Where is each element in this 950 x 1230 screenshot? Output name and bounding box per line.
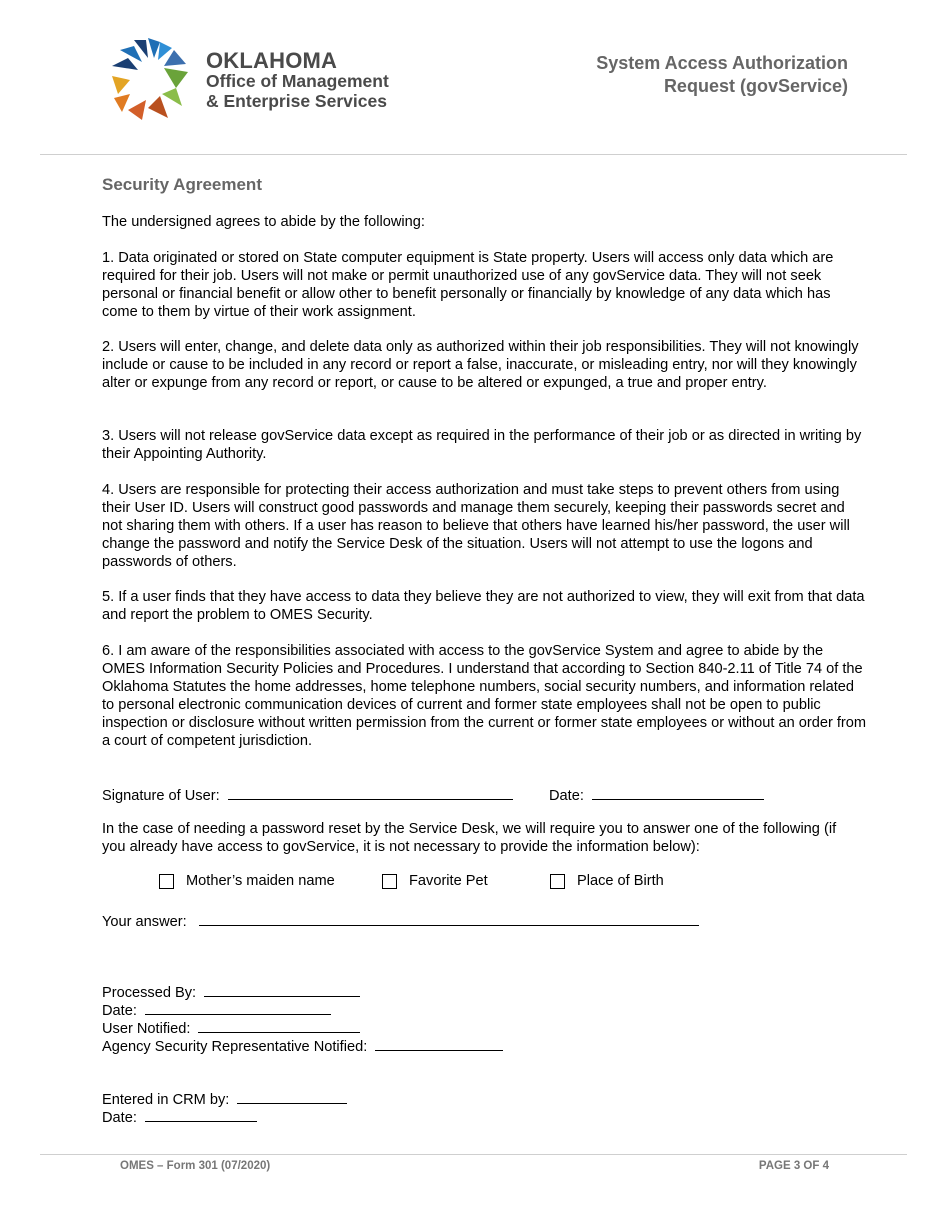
agency-rep-line[interactable] [375, 1036, 503, 1051]
option-label: Place of Birth [577, 873, 664, 889]
checkbox-icon[interactable] [382, 874, 397, 889]
option-mothers-maiden-name[interactable] [159, 873, 335, 889]
answer-row [102, 911, 699, 932]
signature-line[interactable] [228, 785, 513, 800]
signature-date-row [549, 785, 764, 806]
footer-divider [40, 1154, 907, 1155]
agency-rep-label: Agency Security Representative Notified: [102, 1039, 368, 1055]
processed-date-label: Date: [102, 1003, 137, 1019]
agreement-item-6: 6. I am aware of the responsibilities associated with access to the govService System and agree to abide by the OMES Information Security Policies and Procedures. I understand that according to Section 840-2.11 of Title 74 of the Oklahoma Statutes the home addresses, home telephone numbers, social security numbers, and information related to personal electronic communication devices of current and former state employees shall not be open to public inspection or disclosure without written permission from the current or former state employees or without an order from a court of competent jurisdiction. [102, 643, 867, 749]
option-label: Favorite Pet [409, 873, 488, 889]
option-place-of-birth[interactable] [550, 873, 664, 889]
section-heading: Security Agreement [102, 175, 262, 194]
checkbox-icon[interactable] [550, 874, 565, 889]
org-line-3: & Enterprise Services [206, 91, 387, 111]
page-number: PAGE 3 OF 4 [758, 1160, 829, 1172]
agreement-item-5: 5. If a user finds that they have access to data they believe they are not authorized to view, they will exit from that data and report the problem to OMES Security. [102, 589, 865, 623]
user-notified-label: User Notified: [102, 1021, 191, 1037]
agreement-item-1: 1. Data originated or stored on State computer equipment is State property. Users will access only data which are required for their job. Users will not make or permit unauthorized use of any govService data. They will not seek personal or financial benefit or allow other to benefit personally or financially by knowledge of any data which has come to them by virtue of their work assignment. [102, 250, 834, 320]
option-label: Mother’s maiden name [186, 873, 335, 889]
crm-entered-label: Entered in CRM by: [102, 1092, 230, 1108]
option-favorite-pet[interactable] [382, 873, 488, 889]
agency-rep-row [102, 1036, 503, 1057]
checkbox-icon[interactable] [159, 874, 174, 889]
user-notified-line[interactable] [198, 1018, 360, 1033]
processed-by-line[interactable] [204, 982, 360, 997]
signature-row [102, 785, 513, 806]
intro-text: The undersigned agrees to abide by the following: [102, 214, 425, 230]
crm-date-row [102, 1107, 257, 1128]
password-reset-note: In the case of needing a password reset by the Service Desk, we will require you to answer one of the following (if you already have access to govService, it is not necessary to provide the information below): [102, 821, 837, 855]
header-divider [40, 154, 907, 155]
agreement-item-4: 4. Users are responsible for protecting their access authorization and must take steps to prevent others from using their User ID. Users will construct good passwords and manage them securely, keeping their passwords secret and not sharing them with others. If a user has reason to believe that others have learned his/her password, the user will change the password and notify the Service Desk of the situation. Users will not attempt to use the logons and passwords of others. [102, 482, 850, 570]
signature-date-line[interactable] [592, 785, 764, 800]
organization-name [206, 50, 389, 111]
crm-date-line[interactable] [145, 1107, 257, 1122]
processed-by-label: Processed By: [102, 985, 197, 1001]
agreement-item-2: 2. Users will enter, change, and delete data only as authorized within their job responsibilities. They will not knowingly include or cause to be included in any record or report a false, inaccurate, or misleading entry, nor will they knowingly alter or expunge from any record or report, or cause to be altered or expunged, a true and proper entry. [102, 339, 859, 391]
signature-date-label: Date: [549, 788, 584, 804]
answer-line[interactable] [199, 911, 699, 926]
document-title [596, 52, 848, 98]
processed-date-line[interactable] [145, 1000, 331, 1015]
crm-entered-line[interactable] [237, 1089, 347, 1104]
crm-date-label: Date: [102, 1110, 137, 1126]
signature-label: Signature of User: [102, 788, 220, 804]
org-line-2: Office of Management [206, 71, 389, 91]
answer-label: Your answer: [102, 914, 187, 930]
title-line-2: Request (govService) [663, 76, 848, 96]
agreement-item-3: 3. Users will not release govService data except as required in the performance of their job or as directed in writing by their Appointing Authority. [102, 428, 862, 462]
title-line-1: System Access Authorization [596, 53, 848, 73]
omes-logo-icon [108, 36, 194, 122]
org-line-1: OKLAHOMA [206, 48, 338, 73]
form-id: OMES – Form 301 (07/2020) [120, 1160, 271, 1172]
